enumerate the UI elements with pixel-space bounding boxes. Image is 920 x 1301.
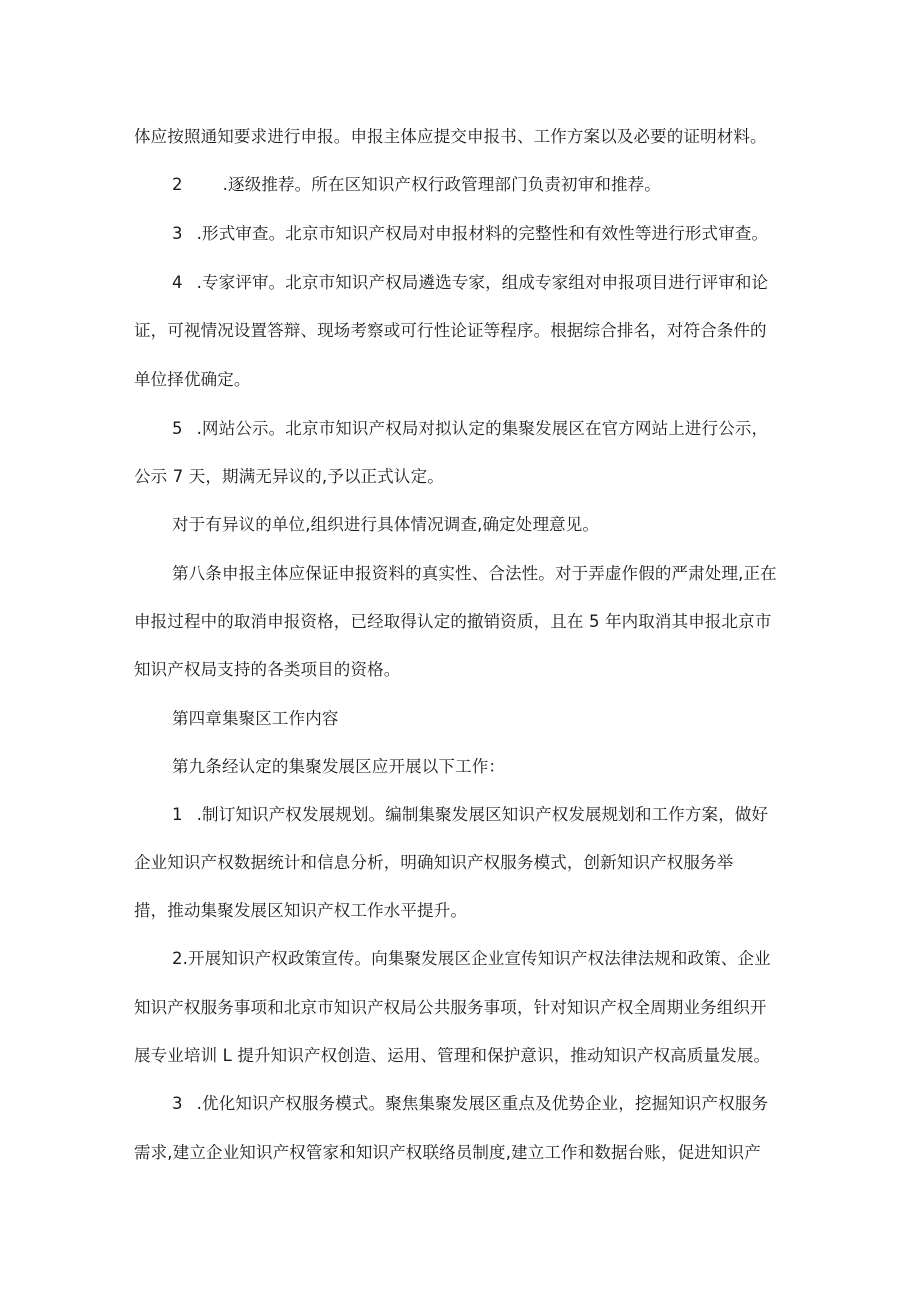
item-text: .形式审查。北京市知识产权局对申报材料的完整性和有效性等进行形式审查。 (196, 224, 769, 243)
paragraph-line: 措，推动集聚发展区知识产权工作水平提升。 (134, 901, 467, 920)
article-9: 第九条经认定的集聚发展区应开展以下工作： (172, 757, 505, 776)
paragraph-line: 知识产权局支持的各类项目的资格。 (134, 660, 401, 679)
numbered-paragraph-1 (172, 804, 768, 826)
paragraph-line: 知识产权服务事项和北京市知识产权局公共服务事项，针对知识产权全周期业务组织开 (134, 998, 767, 1017)
article-8: 第八条申报主体应保证申报资料的真实性、合法性。对于弄虚作假的严肃处理,正在 (172, 564, 777, 583)
paragraph-line: 企业知识产权数据统计和信息分析，明确知识产权服务模式，创新知识产权服务举 (134, 853, 734, 872)
numbered-paragraph-2 (172, 174, 661, 196)
numbered-paragraph-4 (172, 272, 768, 294)
item-number: 3 (172, 224, 183, 243)
item-text: .优化知识产权服务模式。聚焦集聚发展区重点及优势企业，挖掘知识产权服务 (196, 1094, 769, 1113)
item-number: 2 (172, 175, 183, 194)
paragraph-line: 申报过程中的取消申报资格，已经取得认定的撤销资质，且在 5 年内取消其申报北京市 (134, 612, 772, 631)
paragraph-line: 需求,建立企业知识产权管家和知识产权联络员制度,建立工作和数据台账，促进知识产 (134, 1143, 761, 1162)
numbered-paragraph-5 (172, 418, 768, 440)
numbered-paragraph-2b: 2.开展知识产权政策宣传。向集聚发展区企业宣传知识产权法律法规和政策、企业 (172, 949, 771, 968)
item-text: .逐级推荐。所在区知识产权行政管理部门负责初审和推荐。 (222, 175, 661, 194)
numbered-paragraph-3b (172, 1093, 768, 1115)
paragraph-line: 体应按照通知要求进行申报。申报主体应提交申报书、工作方案以及必要的证明材料。 (134, 127, 767, 146)
item-text: .网站公示。北京市知识产权局对拟认定的集聚发展区在官方网站上进行公示， (196, 419, 769, 438)
paragraph-line: 公示 7 天，期满无异议的,予以正式认定。 (134, 467, 444, 486)
chapter-heading: 第四章集聚区工作内容 (172, 709, 339, 728)
item-number: 3 (172, 1094, 183, 1113)
paragraph-line: 对于有异议的单位,组织进行具体情况调查,确定处理意见。 (172, 515, 600, 534)
item-number: 4 (172, 273, 183, 292)
item-text: .制订知识产权发展规划。编制集聚发展区知识产权发展规划和工作方案，做好 (196, 805, 769, 824)
item-text: .专家评审。北京市知识产权局遴选专家，组成专家组对申报项目进行评审和论 (196, 273, 769, 292)
paragraph-line: 单位择优确定。 (134, 370, 251, 389)
numbered-paragraph-3 (172, 223, 768, 245)
item-number: 1 (172, 805, 183, 824)
paragraph-line: 证，可视情况设置答辩、现场考察或可行性论证等程序。根据综合排名，对符合条件的 (134, 321, 767, 340)
paragraph-line: 展专业培训 L 提升知识产权创造、运用、管理和保护意识，推动知识产权高质量发展。 (134, 1046, 771, 1065)
item-number: 5 (172, 419, 183, 438)
